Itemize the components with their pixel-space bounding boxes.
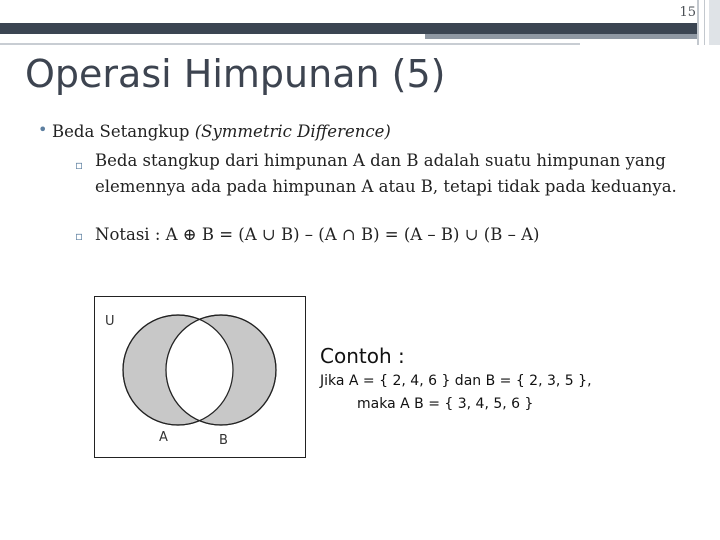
bullet-item (38, 120, 391, 141)
header-bar (0, 23, 697, 34)
bullet-dot-icon: • (38, 120, 48, 139)
example-line-1: Jika A = { 2, 4, 6 } dan B = { 2, 3, 5 }, (320, 373, 592, 389)
set-b-label: B (219, 433, 228, 448)
corner-decoration (704, 0, 705, 45)
page-title: Operasi Himpunan (5) (25, 52, 446, 96)
universe-label: U (105, 314, 115, 329)
example-title: Contoh : (320, 344, 405, 368)
notation-text: Notasi : A ⊕ B = (A ∪ B) – (A ∩ B) = (A – B) ∪ (B – A) (95, 225, 540, 244)
header-accent-bar (425, 34, 697, 39)
definition-text: Beda stangkup dari himpunan A dan B adalah suatu himpunan yang elemennya ada pada himpunan A atau B, tetapi tidak pada keduanya. (95, 151, 677, 196)
bullet-italic-text: (Symmetric Difference) (194, 122, 391, 141)
sub-bullet-notation (75, 225, 540, 244)
sub-bullet-definition (75, 148, 680, 200)
corner-decoration (697, 0, 699, 45)
square-bullet-icon: ▫ (75, 229, 84, 243)
page-number: 15 (679, 5, 696, 20)
square-bullet-icon: ▫ (75, 158, 84, 172)
venn-diagram (94, 296, 306, 458)
header-underline (0, 43, 580, 45)
example-line-2: maka A B = { 3, 4, 5, 6 } (357, 396, 534, 412)
set-a-label: A (159, 430, 168, 445)
bullet-text: Beda Setangkup (52, 122, 195, 141)
venn-svg (95, 297, 307, 459)
corner-decoration (709, 0, 720, 45)
